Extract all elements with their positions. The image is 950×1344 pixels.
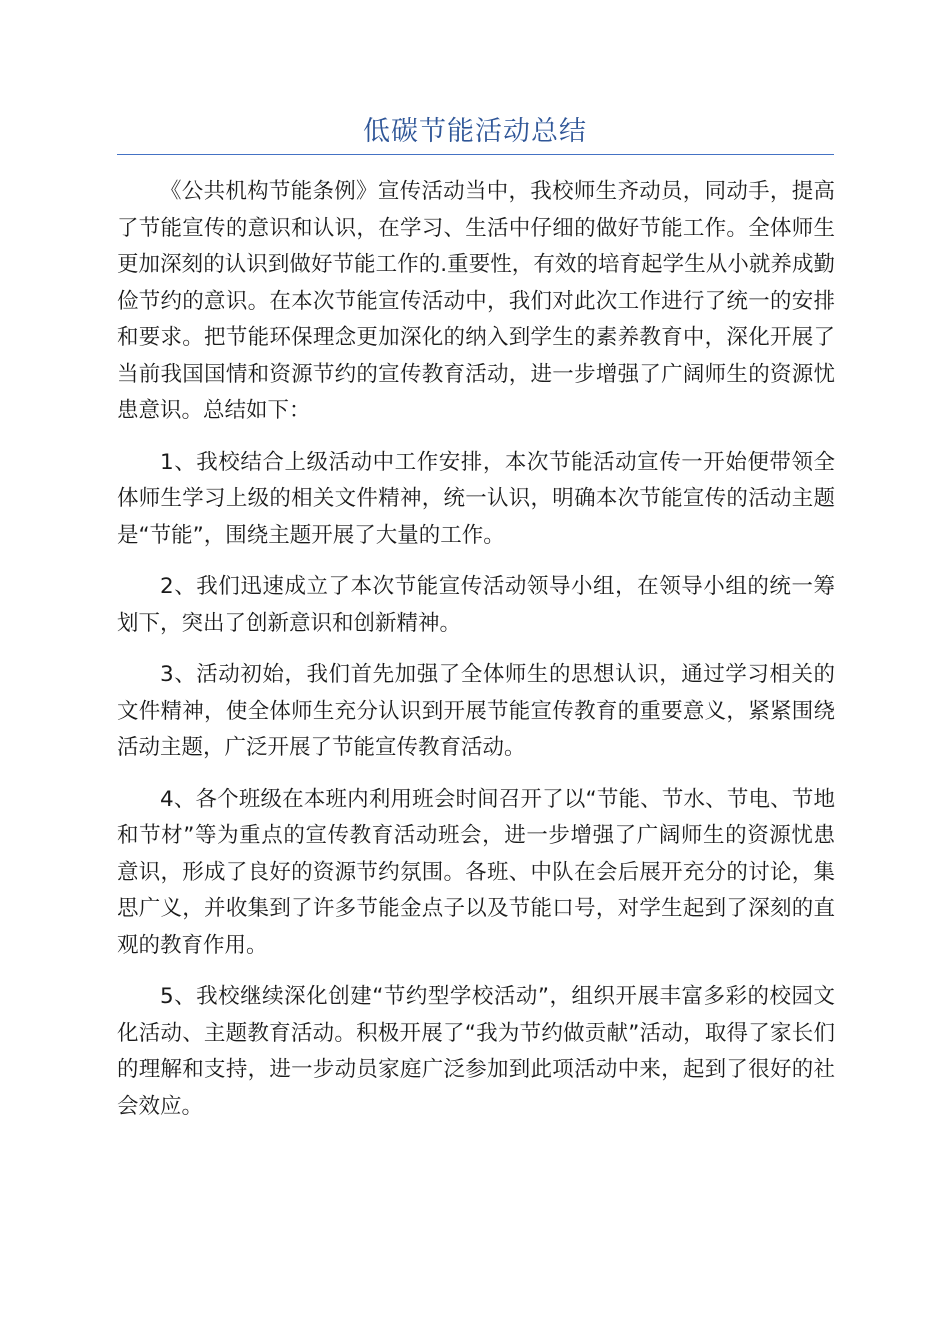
summary-item-4: 4、各个班级在本班内利用班会时间召开了以“节能、节水、节电、节地和节材”等为重点的宣传教育活动班会，进一步增强了广阔师生的资源忧患意识，形成了良好的资源节约氛围。各班、中队在会后展开充分的讨论，集思广义，并收集到了许多节能金点子以及节能口号，对学生起到了深刻的直观的教育作用。	[117, 786, 835, 958]
summary-item-3: 3、活动初始，我们首先加强了全体师生的思想认识，通过学习相关的文件精神，使全体师生充分认识到开展节能宣传教育的重要意义，紧紧围绕活动主题，广泛开展了节能宣传教育活动。	[117, 662, 835, 760]
title-underline	[117, 154, 834, 155]
document-body	[117, 174, 835, 1140]
intro-paragraph: 《公共机构节能条例》宣传活动当中，我校师生齐动员，同动手，提高了节能宣传的意识和认识，在学习、生活中仔细的做好节能工作。全体师生更加深刻的认识到做好节能工作的.重要性，有效的培育起学生从小就养成勤俭节约的意识。在本次节能宣传活动中，我们对此次工作进行了统一的安排和要求。把节能环保理念更加深化的纳入到学生的素养教育中，深化开展了当前我国国情和资源节约的宣传教育活动，进一步增强了广阔师生的资源忧患意识。总结如下：	[117, 179, 835, 423]
summary-item-5: 5、我校继续深化创建“节约型学校活动”，组织开展丰富多彩的校园文化活动、主题教育活动。积极开展了“我为节约做贡献”活动，取得了家长们的理解和支持，进一步动员家庭广泛参加到此项活动中来，起到了很好的社会效应。	[117, 984, 835, 1119]
document-title: 低碳节能活动总结	[363, 116, 587, 147]
summary-item-2: 2、我们迅速成立了本次节能宣传活动领导小组，在领导小组的统一筹划下，突出了创新意识和创新精神。	[117, 574, 835, 636]
summary-item-1: 1、我校结合上级活动中工作安排，本次节能活动宣传一开始便带领全体师生学习上级的相关文件精神，统一认识，明确本次节能宣传的活动主题是“节能”，围绕主题开展了大量的工作。	[117, 449, 835, 548]
